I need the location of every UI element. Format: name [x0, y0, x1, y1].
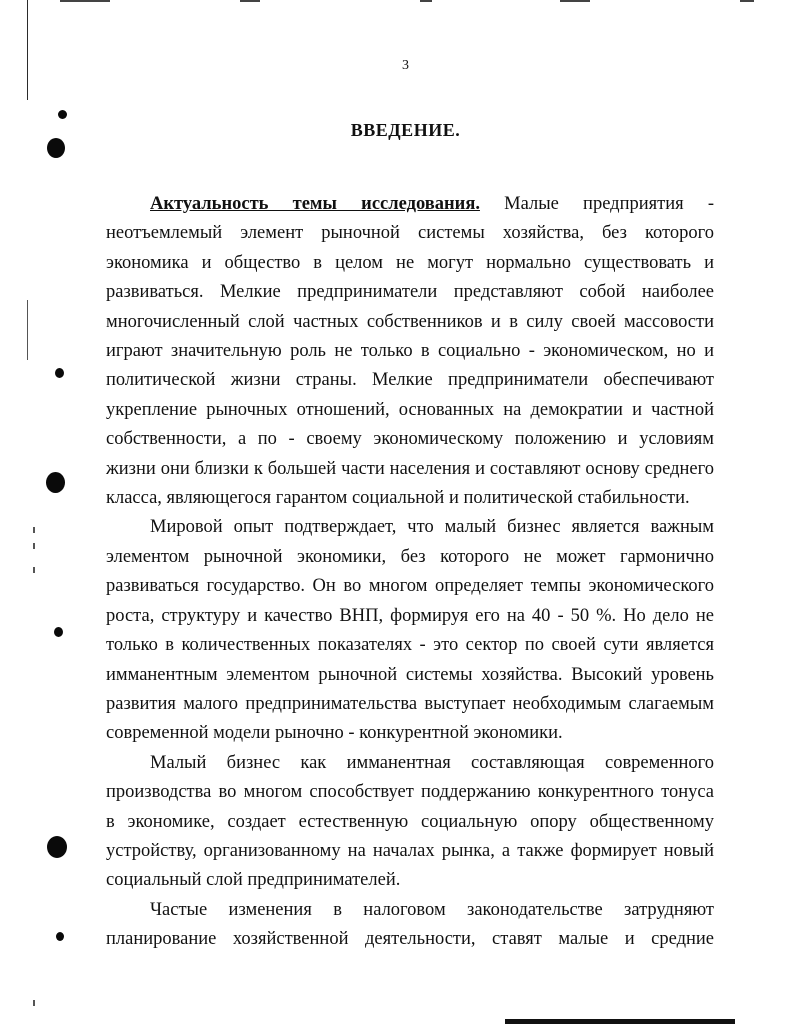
- line-text: неотъемлемый элемент рыночной системы хозяйства, без которого: [106, 223, 714, 244]
- scan-tick: [33, 567, 35, 573]
- scan-tick: [33, 543, 35, 549]
- text-line: [106, 513, 714, 542]
- line-text: элементом рыночной экономики, без которого не может гармонично: [106, 546, 714, 567]
- scan-tick: [33, 527, 35, 533]
- line-text: Мировой опыт подтверждает, что малый бизнес является важным: [150, 517, 714, 538]
- line-text: развития малого предпринимательства выступает необходимым слагаемым: [106, 693, 714, 714]
- line-text: только в количественных показателях - это сектор по своей сути является: [106, 635, 714, 656]
- text-line: [106, 896, 714, 925]
- text-line: [106, 661, 714, 690]
- line-text: производства во многом способствует поддержанию конкурентного тонуса: [106, 782, 714, 803]
- line-text: социальный слой предпринимателей.: [106, 870, 401, 891]
- line-text: многочисленный слой частных собственников и в силу своей массовости: [106, 311, 714, 332]
- binding-hole: [47, 138, 65, 158]
- text-line: [106, 690, 714, 719]
- text-line: [106, 425, 714, 454]
- binding-hole: [56, 932, 64, 941]
- scan-edge-line: [27, 0, 28, 100]
- text-line: [106, 308, 714, 337]
- scan-top-marks: [60, 0, 760, 4]
- binding-hole: [58, 110, 67, 119]
- line-text: укрепление рыночных отношений, основанных на демократии и частной: [106, 399, 714, 420]
- text-line: [106, 278, 714, 307]
- text-line: [106, 837, 714, 866]
- text-line: [106, 602, 714, 631]
- line-text: Малый бизнес как имманентная составляющая современного: [150, 752, 714, 773]
- text-line: [106, 631, 714, 660]
- scan-bottom-bar: [505, 1019, 735, 1024]
- line-text: Малые предприятия -: [479, 194, 714, 214]
- scan-tick: [33, 1000, 35, 1006]
- line-text: политической жизни страны. Мелкие предприниматели обеспечивают: [106, 370, 714, 391]
- binding-hole: [54, 627, 63, 637]
- text-line: [106, 455, 714, 484]
- line-text: развиваться государство. Он во многом определяет темпы экономического: [106, 576, 714, 597]
- binding-hole: [47, 836, 67, 858]
- line-text: играют значительную роль не только в социально - экономическом, но и: [106, 341, 714, 362]
- text-line: [106, 572, 714, 601]
- text-line: [106, 396, 714, 425]
- text-line: [106, 719, 714, 748]
- line-text: современной модели рыночно - конкурентной экономики.: [106, 723, 563, 744]
- binding-hole: [55, 368, 64, 378]
- text-line: [106, 749, 714, 778]
- line-text: собственности, а по - своему экономическому положению и условиям: [106, 429, 714, 450]
- text-line: [106, 925, 714, 954]
- line-text: устройству, организованному на началах рынка, а также формирует новый: [106, 840, 714, 861]
- line-text: планирование хозяйственной деятельности, ставят малые и средние: [106, 929, 714, 950]
- text-line: [106, 866, 714, 895]
- line-text: имманентным элементом рыночной системы хозяйства. Высокий уровень: [106, 664, 714, 685]
- text-line: [106, 249, 714, 278]
- text-line: [106, 337, 714, 366]
- text-line: [106, 190, 714, 219]
- line-text: класса, являющегося гарантом социальной и политической стабильности.: [106, 488, 690, 509]
- text-line: [106, 543, 714, 572]
- scan-edge-line: [27, 300, 28, 360]
- text-line: [106, 808, 714, 837]
- line-text: развиваться. Мелкие предприниматели представляют собой наиболее: [106, 282, 714, 303]
- text-line: [106, 219, 714, 248]
- text-line: [106, 366, 714, 395]
- binding-hole: [46, 472, 65, 493]
- text-line: [106, 778, 714, 807]
- line-text: жизни они близки к большей части населения и составляют основу среднего: [106, 458, 714, 479]
- topic-heading: Актуальность темы исследования.: [150, 194, 480, 214]
- line-text: экономика и общество в целом не могут нормально существовать и: [106, 252, 714, 273]
- line-text: Частые изменения в налоговом законодательстве затрудняют: [150, 899, 714, 920]
- page-title: ВВЕДЕНИЕ.: [350, 120, 461, 140]
- body-text: [106, 190, 714, 955]
- text-line: [106, 484, 714, 513]
- line-text: роста, структуру и качество ВНП, формируя его на 40 - 50 %. Но дело не: [106, 605, 714, 626]
- page-number: 3: [402, 58, 409, 73]
- line-text: в экономике, создает естественную социальную опору общественному: [106, 811, 714, 832]
